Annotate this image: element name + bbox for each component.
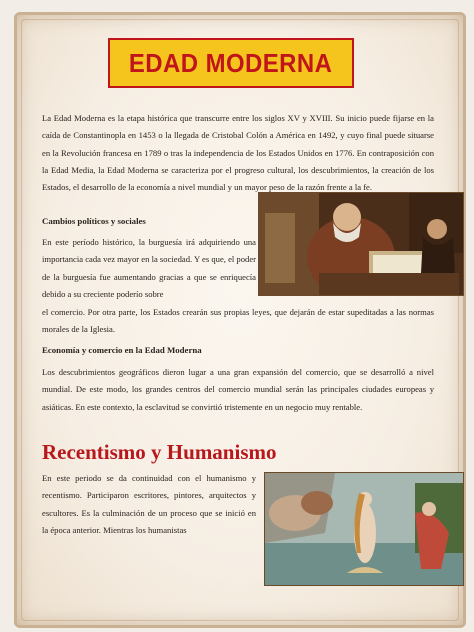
politics-paragraph-b: el comercio. Por otra parte, los Estados crearán sus propias leyes, que dejarán de estar supeditadas a las normas morales de la Iglesia. bbox=[42, 307, 434, 335]
title-banner bbox=[108, 38, 354, 88]
section-heading-economy: Economía y comercio en la Edad Moderna bbox=[42, 345, 202, 355]
economy-paragraph: Los descubrimientos geográficos dieron lugar a una gran expansión del comercio, que se desarrolló a nivel mundial. De este modo, los grandes centros del comercio mundial serán las principales ciudades europeas y asiáticas. En este contexto, la esclavitud se convirtió tristemente en un negocio muy rentable. bbox=[42, 367, 434, 412]
section-heading-humanism: Recentismo y Humanismo bbox=[42, 440, 277, 464]
monks-illustration bbox=[258, 192, 464, 296]
humanism-paragraph: En este periodo se da continuidad con el humanismo y recentismo. Participaron escritores, pintores, arquitectos y escultores. Es la culminación de un proceso que se inició en la época anterior. Mientras los humanistas bbox=[42, 473, 256, 535]
intro-paragraph: La Edad Moderna es la etapa histórica que transcurre entre los siglos XV y XVIII. Su inicio puede fijarse en la caída de Constantinopla en 1453 o la llegada de Cristobal Colón a América en 1492, y cuyo final puede situarse en la Revolución francesa en 1789 o tras la independencia de los Estados Unidos en 1776. En contraposición con la Edad Media, la Edad Moderna se caracteriza por el progreso cultural, los descubrimientos, la creación de los Estados, el desarrollo de la economía a nivel mundial y un mayor peso de la razón frente a la fe. bbox=[42, 113, 434, 193]
politics-paragraph-a: En este período histórico, la burguesía irá adquiriendo una importancia cada vez mayor en la sociedad. Y es que, el poder de la burguesía fue aumentando gracias a que se enriquecía debido a su creciente poderío sobre bbox=[42, 237, 256, 299]
birth-of-venus-illustration bbox=[264, 472, 464, 586]
page-title: EDAD MODERNA bbox=[129, 47, 333, 78]
section-heading-politics: Cambios políticos y sociales bbox=[42, 216, 146, 226]
